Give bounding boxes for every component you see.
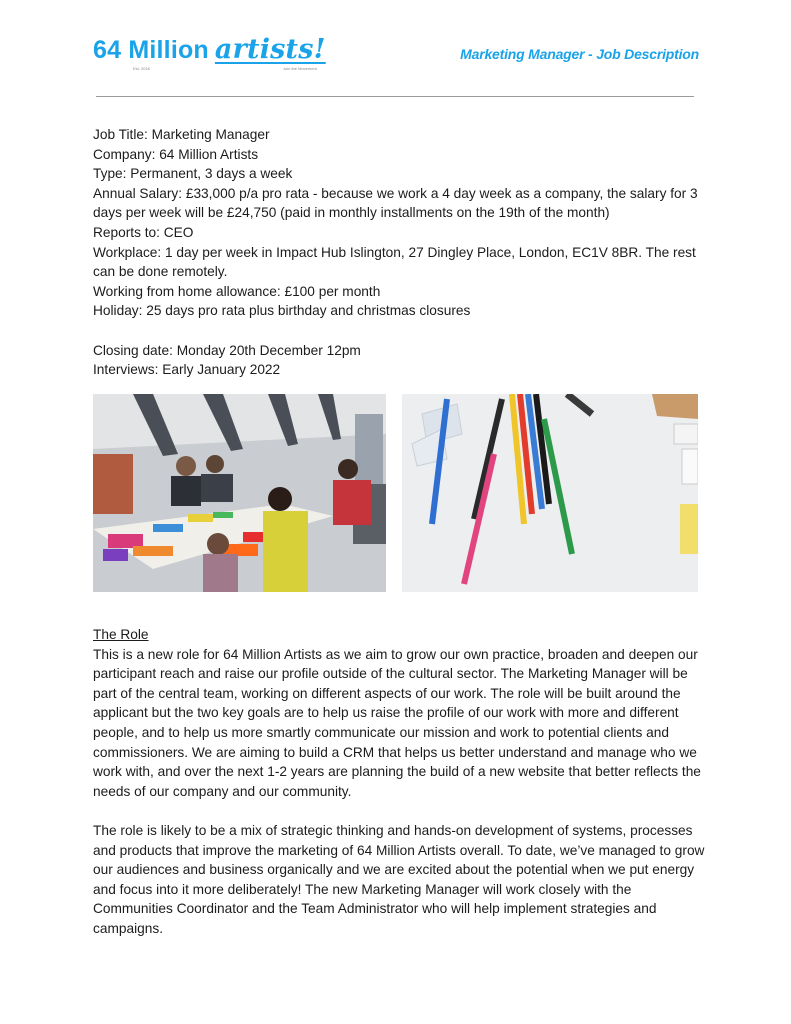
salary-label: Annual Salary: bbox=[93, 185, 183, 201]
closing-line bbox=[93, 341, 703, 361]
workplace-value: 1 day per week in Impact Hub Islington, 27 Dingley Place, London, EC1V 8BR. The rest can be done remotely. bbox=[93, 244, 696, 280]
interviews-label: Interviews: bbox=[93, 362, 159, 378]
salary-value: £33,000 p/a pro rata - because we work a 4 day week as a company, the salary for 3 days per week will be £24,750 (paid in monthly installments on the 19th of the month) bbox=[93, 185, 698, 221]
closing-label: Closing date: bbox=[93, 342, 173, 358]
document-title: Marketing Manager - Job Description bbox=[460, 46, 699, 62]
type-line bbox=[93, 164, 703, 184]
job-details bbox=[93, 125, 703, 380]
logo-script: artists! bbox=[214, 34, 326, 65]
workplace-line bbox=[93, 243, 703, 282]
type-value: Permanent, 3 days a week bbox=[126, 166, 293, 182]
company-line bbox=[93, 145, 703, 165]
job-title-value: Marketing Manager bbox=[147, 127, 270, 142]
salary-line bbox=[93, 184, 703, 223]
interviews-line bbox=[93, 360, 703, 380]
role-paragraph-1: This is a new role for 64 Million Artists as we aim to grow our own practice, broaden and deepen our participant reach and raise our profile outside of the cultural sector. The Marketing Manager will be part of the central team, working on different aspects of our work. The role will be built around the applicant but the two key goals are to help us raise the profile of our work with more and different people, and to help us more smartly communicate our mission and work to potential clients and commissioners. We are aiming to build a CRM that helps us better understand and manage who we work with, and over the next 1-2 years are planning the build of a new website that better reflects the needs of our company and our community. bbox=[93, 646, 701, 799]
closing-value: Monday 20th December 12pm bbox=[172, 342, 361, 358]
company-label: Company: bbox=[93, 146, 156, 162]
wfh-line bbox=[93, 282, 703, 302]
type-label: Type: bbox=[93, 166, 127, 182]
logo-tagline-right: Join the Movement bbox=[283, 66, 317, 71]
logo-tagline-left: Est. 2016 bbox=[133, 66, 150, 71]
reports-line bbox=[93, 223, 703, 243]
reports-label: Reports to: bbox=[93, 224, 160, 240]
role-section bbox=[93, 625, 705, 939]
holiday-value: 25 days pro rata plus birthday and christmas closures bbox=[142, 303, 471, 319]
company-logo bbox=[93, 30, 353, 74]
wfh-label: Working from home allowance: bbox=[93, 283, 281, 299]
holiday-line bbox=[93, 301, 703, 321]
holiday-label: Holiday: bbox=[93, 303, 143, 319]
logo-wordmark bbox=[93, 34, 326, 65]
interviews-value: Early January 2022 bbox=[158, 362, 281, 378]
role-heading: The Role bbox=[93, 627, 149, 642]
job-title-label: Job Title: bbox=[93, 127, 148, 142]
job-title-line bbox=[93, 125, 703, 145]
workplace-label: Workplace: bbox=[93, 244, 162, 260]
reports-value: CEO bbox=[159, 224, 194, 240]
workshop-photo bbox=[93, 394, 386, 592]
company-value: 64 Million Artists bbox=[155, 146, 259, 162]
wfh-value: £100 per month bbox=[280, 283, 381, 299]
pencils-photo bbox=[402, 394, 698, 592]
role-paragraph-2: The role is likely to be a mix of strategic thinking and hands-on development of systems, processes and products that improve the marketing of 64 Million Artists overall. To date, we’ve managed to grow our audiences and business organically and we are excited about the potential when we put energy and focus into it more deliberately! The new Marketing Manager will work closely with the Communities Coordinator and the Team Administrator who will help implement strategies and campaigns. bbox=[93, 822, 705, 936]
logo-text: 64 Million bbox=[93, 36, 209, 64]
header-divider bbox=[96, 96, 694, 97]
